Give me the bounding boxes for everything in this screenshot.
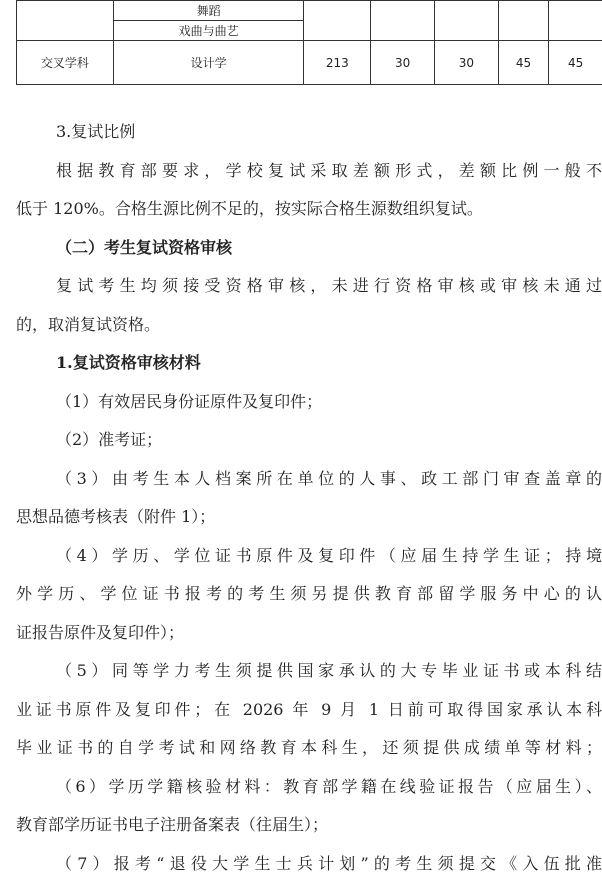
list-item: （4）学历、学位证书原件及复印件（应届生持学生证；持境 [16,537,602,576]
paragraph-line: 复试考生均须接受资格审核，未进行资格审核或审核未通过 [16,267,602,306]
table-cell: 设计学 [113,41,304,85]
list-item: （2）准考证； [16,421,602,460]
table-cell [304,1,371,41]
table-cell: 舞蹈 [113,1,304,21]
document-body [16,113,602,883]
paragraph-line: 教育部学历证书电子注册备案表（往届生）； [16,806,602,845]
table-cell: 45 [498,41,548,85]
table-cell: 30 [371,41,435,85]
table-cell [434,1,498,41]
table-cell: 213 [304,41,371,85]
table-row [17,41,602,85]
section-heading: 1.复试资格审核材料 [16,344,602,383]
table-cell [371,1,435,41]
table-cell: 30 [434,41,498,85]
list-item: （5）同等学力考生须提供国家承认的大专毕业证书或本科结 [16,652,602,691]
table-cell: 45 [549,41,602,85]
section-heading: 3.复试比例 [16,113,602,152]
paragraph-line: 的，取消复试资格。 [16,306,602,345]
paragraph-line: 外学历、学位证书报考的考生须另提供教育部留学服务中心的认 [16,575,602,614]
paragraph-line: 业证书原件及复印件；在 2026 年 9 月 1 日前可取得国家承认本科 [16,691,602,730]
table-row [17,1,602,21]
score-table [16,0,602,85]
table-cell: 交叉学科 [17,41,114,85]
paragraph-line: 低于 120%。合格生源比例不足的，按实际合格生源数组织复试。 [16,190,602,229]
list-item: （7）报考“退役大学生士兵计划”的考生须提交《入伍批准 [16,845,602,883]
list-item: （1）有效居民身份证原件及复印件； [16,383,602,422]
paragraph-line: 毕业证书的自学考试和网络教育本科生，还须提供成绩单等材料； [16,729,602,768]
table-cell [549,1,602,41]
paragraph-line: 证报告原件及复印件）； [16,614,602,653]
list-item: （6）学历学籍核验材料：教育部学籍在线验证报告（应届生）、 [16,768,602,807]
section-heading: （二）考生复试资格审核 [16,229,602,268]
table-cell [498,1,548,41]
paragraph-line: 根据教育部要求，学校复试采取差额形式，差额比例一般不 [16,152,602,191]
table-cell [17,1,114,41]
table-cell: 戏曲与曲艺 [113,21,304,41]
paragraph-line: 思想品德考核表（附件 1）； [16,498,602,537]
list-item: （3）由考生本人档案所在单位的人事、政工部门审查盖章的 [16,460,602,499]
